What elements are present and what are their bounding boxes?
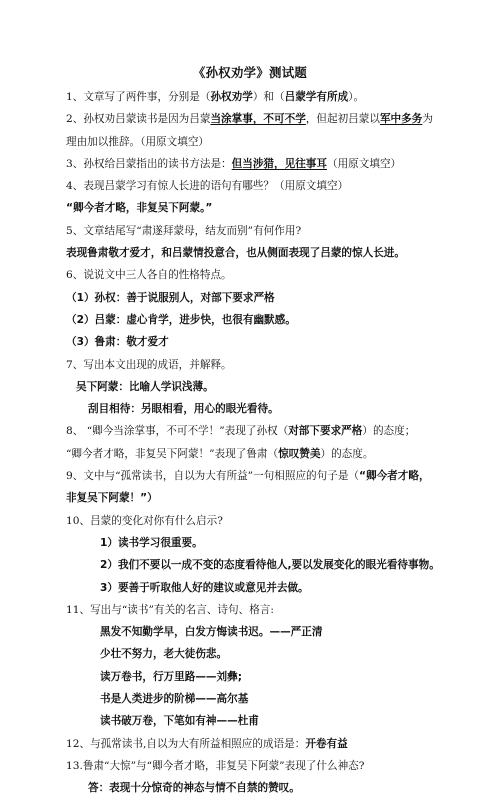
question-8-continued: [66, 443, 434, 465]
question-4: 4、表现吕蒙学习有惊人长进的语句有哪些？（用原文填空）: [66, 180, 349, 193]
question-13: 13.鲁肃“大惊”与“卿今者才略，非复吴下阿蒙”表现了什么神态?: [66, 759, 365, 772]
question-12: [66, 733, 434, 755]
answer-11-5: 读书破万卷，下笔如有神——杜甫: [100, 715, 259, 728]
answer-6-1: （1）孙权：善于说服别人，对部下要求严格: [66, 291, 275, 304]
question-5: 5、文章结尾写“肃遂拜蒙母，结友而别”有何作用?: [66, 224, 302, 237]
answer-6-2: （2）吕蒙：虚心肯学，进步快，也很有幽默感。: [66, 313, 296, 326]
answer-text: 孙权劝学: [210, 91, 253, 103]
answer-text: 吕蒙学有所成: [284, 91, 349, 103]
question-9-continued: [66, 487, 434, 509]
question-text: ）: [147, 492, 158, 505]
question-text: ，但起初吕蒙以: [305, 113, 380, 126]
page-title: 《孙权劝学》测试题: [192, 65, 308, 80]
question-10: 10、吕蒙的变化对你有什么启示?: [66, 514, 223, 527]
question-6: 6、说说文中三人各自的性格特点。: [66, 269, 232, 282]
answer-text: 开卷有益: [305, 737, 348, 750]
answer-11-4: 书是人类进步的阶梯——高尔基: [100, 693, 249, 706]
question-11: 11、写出与“读书”有关的名言、诗句、格言:: [66, 603, 274, 616]
question-text: ）的态度。: [320, 447, 374, 460]
question-text: 9、文中与“孤常读书，自以为大有所益”一句相照应的句子是（: [66, 470, 360, 483]
answer-10-3: 3）要善于听取他人好的建议或意见并去做。: [100, 581, 309, 594]
answer-13: 答：表现十分惊奇的神态与情不自禁的赞叹。: [88, 782, 300, 795]
answer-text: 军中多务: [379, 113, 423, 126]
answer-10-2: 2）我们不要以一成不变的态度看待他人,要以发展变化的眼光看待事物。: [100, 559, 440, 572]
question-text: ）的态度；: [362, 425, 416, 438]
question-3: [66, 153, 434, 175]
question-9: [66, 465, 434, 487]
question-8: [66, 420, 434, 442]
question-text: （用原文填空）: [327, 157, 402, 170]
answer-10-1: 1）读书学习很重要。: [100, 536, 203, 549]
answer-6-3: （3）鲁肃：敬才爱才: [66, 336, 169, 349]
answer-11-1: 黑发不知勤学早，白发方悔读书迟。——严正清: [100, 626, 323, 639]
answer-text: 对部下要求严格: [288, 425, 363, 438]
question-text: 8、 “卿今当涂掌事，不可不学！”表现了孙权（: [66, 425, 289, 438]
question-2: [66, 108, 434, 130]
question-1: [66, 86, 434, 108]
question-2-continued: 理由加以推辞。（用原文填空）: [66, 135, 210, 148]
answer-4: “卿今者才略，非复吴下阿蒙。”: [66, 202, 213, 215]
question-text: “卿今者才略，非复吴下阿蒙！”表现了鲁肃（: [66, 447, 279, 460]
answer-11-3: 读万卷书，行万里路——刘彝;: [100, 670, 242, 683]
answer-text: 非复吴下阿蒙！”: [66, 492, 148, 505]
answer-text: 但当涉猎，见往事耳: [231, 157, 327, 170]
answer-7-1: 吴下阿蒙：比喻人学识浅薄。: [76, 380, 214, 393]
question-text: 2、孙权劝吕蒙读书是因为吕蒙: [66, 113, 211, 126]
question-text: 为: [422, 113, 433, 126]
question-text: 12、与孤常读书,自以为大有所益相照应的成语是：: [66, 737, 306, 750]
answer-7-2: 刮目相待：另眼相看，用心的眼光看待。: [88, 403, 279, 416]
answer-text: 惊叹赞美: [278, 447, 321, 460]
question-text: 1、文章写了两件事，分别是（: [66, 91, 211, 103]
question-text: ）。: [348, 91, 365, 103]
question-7: 7、写出本文出现的成语，并解释。: [66, 358, 232, 371]
answer-11-2: 少壮不努力，老大徒伤悲。: [100, 648, 228, 661]
question-text: ）和（: [252, 91, 285, 103]
question-text: 3、孙权给吕蒙指出的读书方法是：: [66, 157, 232, 170]
answer-text: “卿今者才略，: [359, 470, 430, 483]
answer-5: 表现鲁肃敬才爱才，和吕蒙情投意合，也从侧面表现了吕蒙的惊人长进。: [66, 247, 405, 260]
answer-text: 当涂掌事，不可不学: [210, 113, 306, 126]
